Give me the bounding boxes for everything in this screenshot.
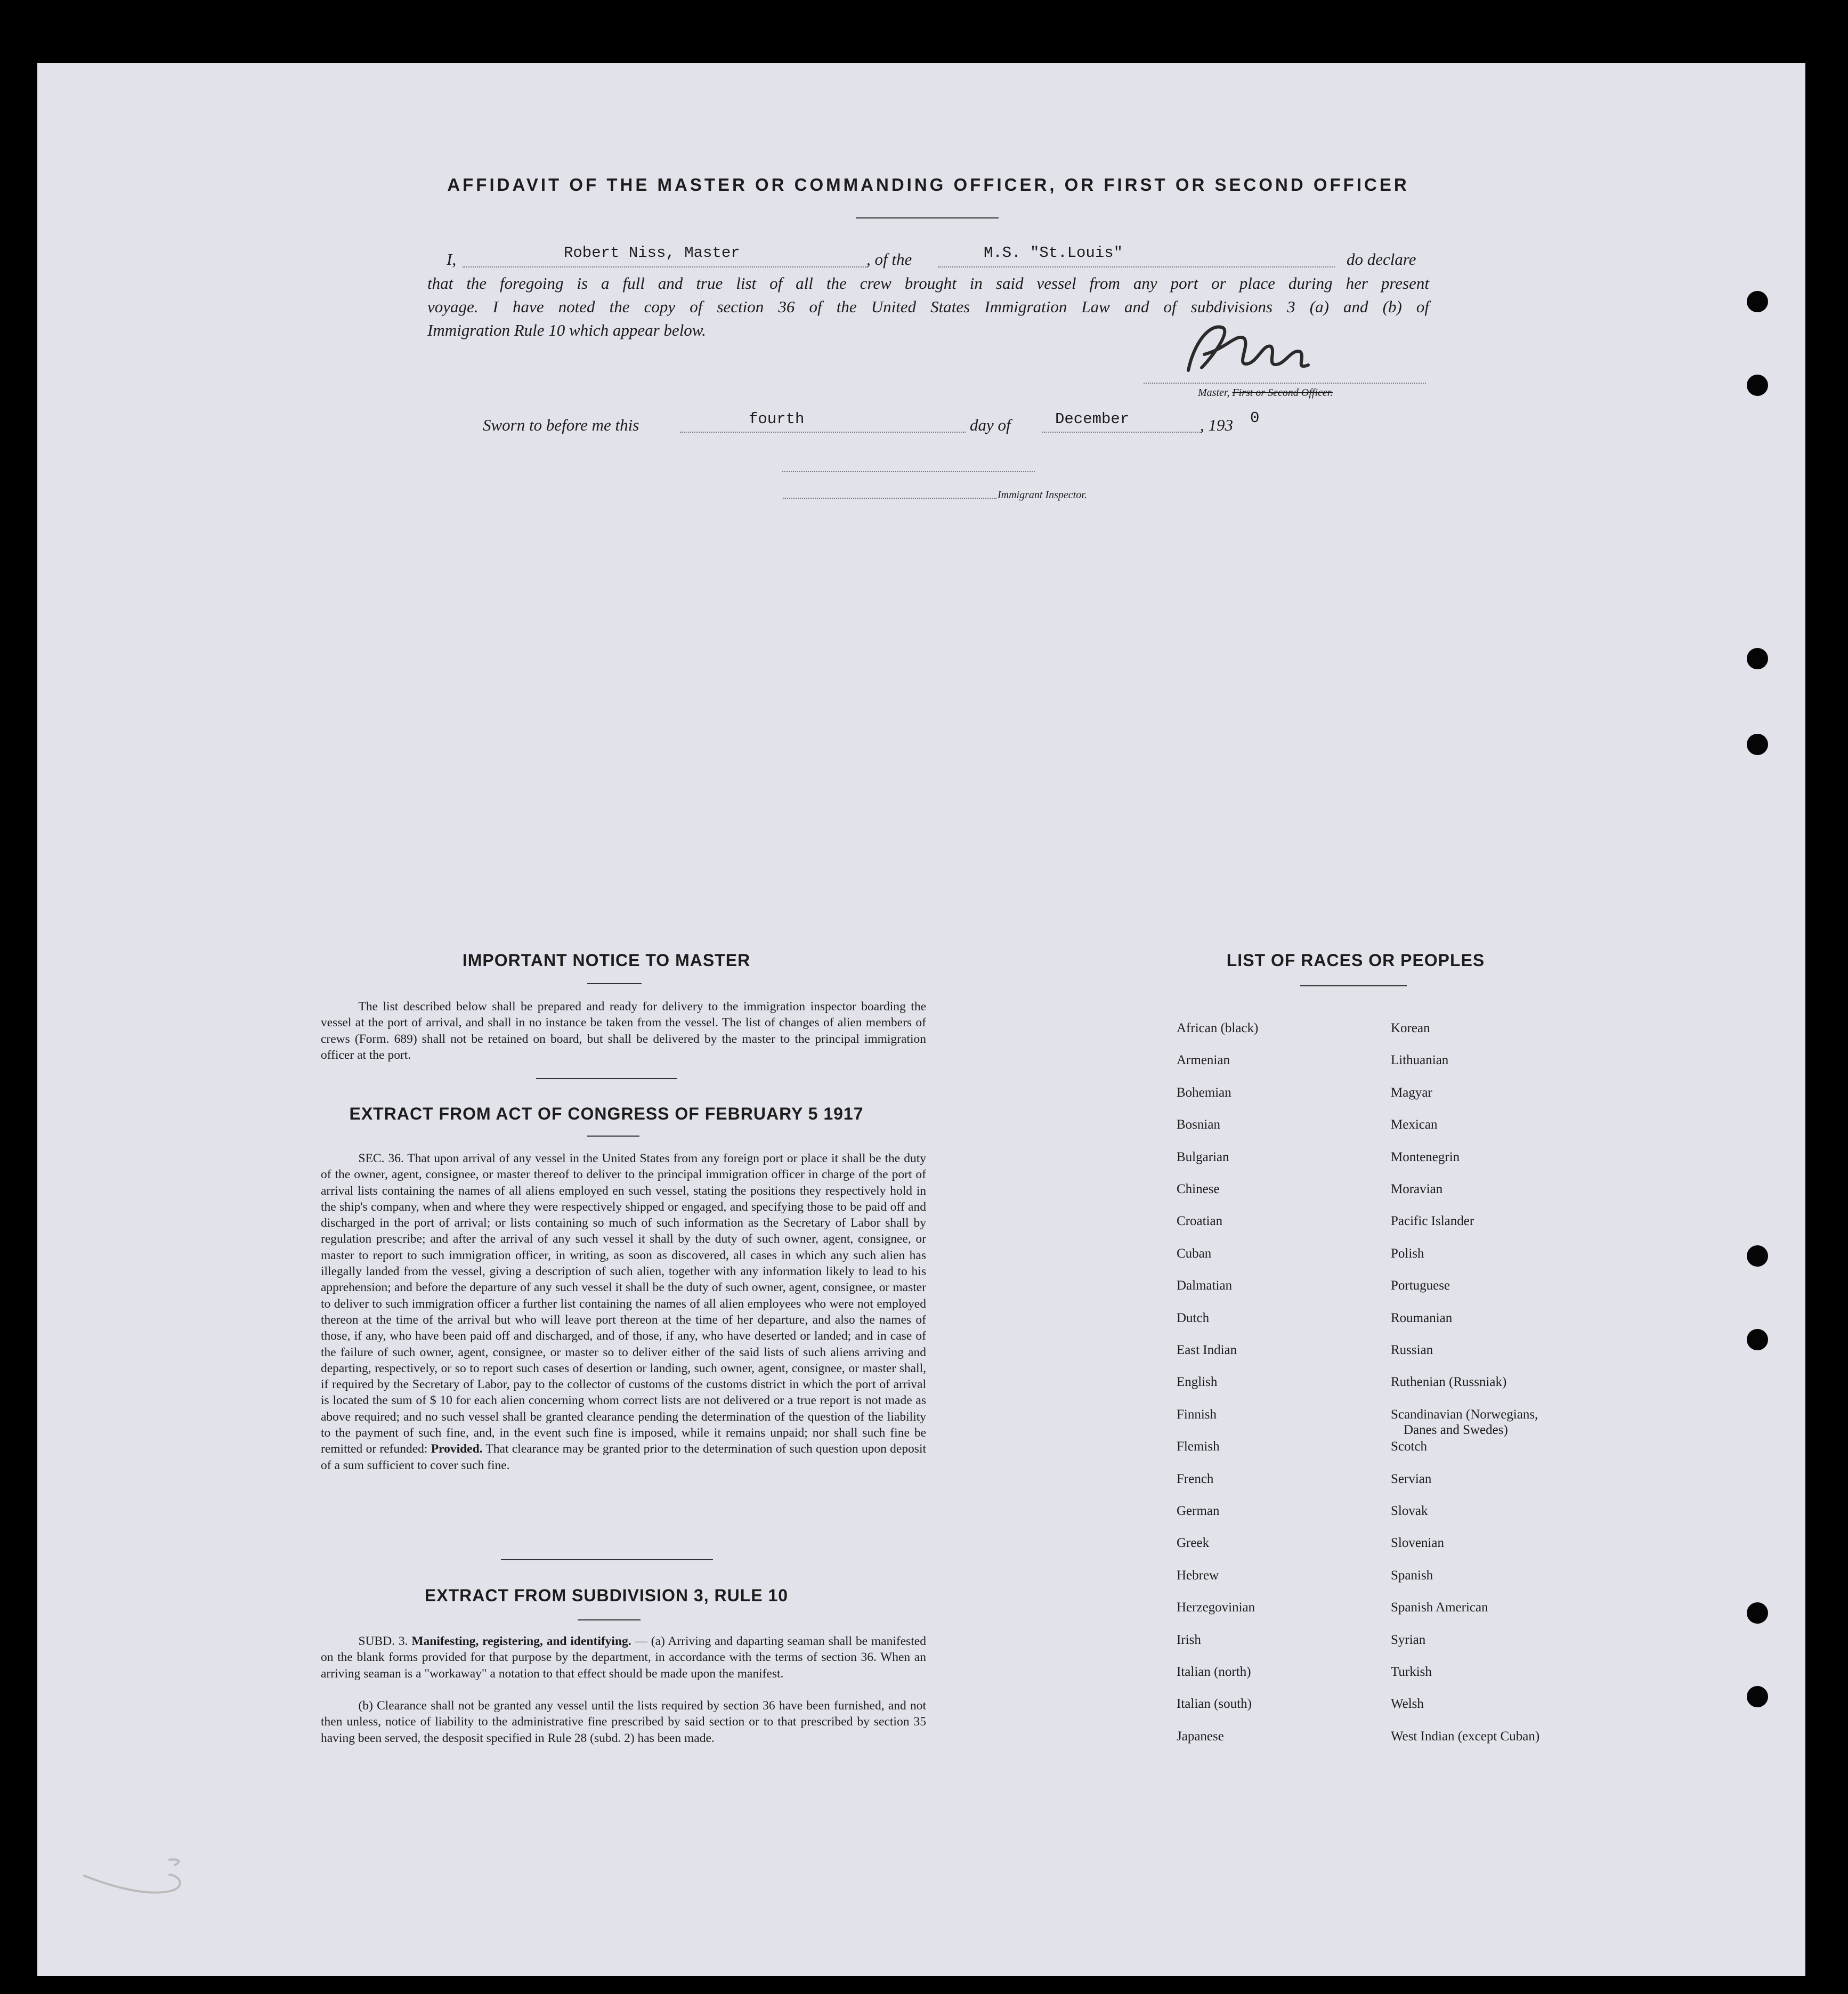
race-item: French	[1177, 1471, 1214, 1486]
races-title: LIST OF RACES OR PEOPLES	[1226, 951, 1485, 970]
race-item: Herzegovinian	[1177, 1600, 1255, 1615]
affidavit-line-2: that the foregoing is a full and true list of all the crew brought in said vessel from any port or place during her present	[427, 274, 1429, 293]
race-item: Hebrew	[1177, 1568, 1219, 1583]
affidavit-line-3: voyage. I have noted the copy of section 36 of the United States Immigration Law and of subdivisions 3 (a) and (b) of	[427, 297, 1429, 316]
race-item: Servian	[1391, 1471, 1432, 1486]
rule-para-a	[321, 1633, 926, 1682]
race-item: Cuban	[1177, 1246, 1212, 1261]
race-item: English	[1177, 1375, 1218, 1390]
race-item: African (black)	[1177, 1021, 1259, 1035]
race-item: Irish	[1177, 1632, 1201, 1647]
master-role-text: Master,	[1198, 387, 1230, 399]
master-name-field: Robert Niss, Master	[564, 244, 740, 262]
binder-hole	[1747, 1329, 1768, 1350]
name-underline	[463, 266, 868, 268]
binder-hole	[1747, 375, 1768, 396]
inspector-label: Immigrant Inspector.	[998, 489, 1087, 501]
binder-hole	[1747, 648, 1768, 669]
race-item: Spanish	[1391, 1568, 1433, 1583]
race-item: Polish	[1391, 1246, 1424, 1261]
year-prefix: , 193	[1200, 416, 1233, 434]
race-item: Scotch	[1391, 1439, 1428, 1454]
race-item: Chinese	[1177, 1182, 1220, 1196]
act-extract-title: EXTRACT FROM ACT OF CONGRESS OF FEBRUARY 5 1917	[349, 1104, 864, 1123]
affidavit-title: AFFIDAVIT OF THE MASTER OR COMMANDING OFFICER, OR FIRST OR SECOND OFFICER	[447, 175, 1409, 194]
race-item: Italian (south)	[1177, 1697, 1252, 1712]
race-item: Slovak	[1391, 1504, 1428, 1518]
rule-divider	[578, 1619, 641, 1620]
subd-para-a-text: — (a) Arriving and daparting seaman shall be manifested on the blank forms provided for that purpose by the department, in accordance with the terms of section 36. When an arriving seaman is a "workaway" a notation to that effect should be made upon the manifest.	[321, 1634, 926, 1681]
struck-role-text: First or Second Officer.	[1232, 387, 1333, 399]
sworn-label: Sworn to before me this	[483, 416, 639, 434]
binder-hole	[1747, 734, 1768, 755]
race-item: German	[1177, 1504, 1220, 1518]
of-the-label: , of the	[866, 250, 912, 269]
title-divider	[856, 217, 999, 218]
race-item: Bulgarian	[1177, 1149, 1229, 1164]
act-divider	[587, 1136, 639, 1137]
notice-title: IMPORTANT NOTICE TO MASTER	[462, 951, 751, 970]
race-item: Slovenian	[1391, 1536, 1444, 1551]
race-item: Bohemian	[1177, 1085, 1231, 1100]
race-item: Russian	[1391, 1343, 1433, 1357]
notice-divider	[587, 983, 642, 984]
race-scandinavian-cont: Danes and Swedes)	[1404, 1423, 1508, 1437]
binder-hole	[1747, 291, 1768, 312]
race-item: Syrian	[1391, 1632, 1426, 1647]
month-field: December	[1055, 410, 1130, 428]
year-digit-field: 0	[1250, 409, 1260, 427]
sec36-text-end: That clearance may be granted prior to the determination of such question upon deposit of a sum sufficient to cover such fine.	[321, 1442, 927, 1472]
race-item: Roumanian	[1391, 1310, 1453, 1325]
race-item: Magyar	[1391, 1085, 1432, 1100]
rule-extract-title: EXTRACT FROM SUBDIVISION 3, RULE 10	[424, 1586, 789, 1605]
month-underline	[1042, 432, 1202, 433]
race-item: Portuguese	[1391, 1278, 1450, 1293]
race-item: Dalmatian	[1177, 1278, 1233, 1293]
race-item: Italian (north)	[1177, 1665, 1251, 1679]
race-item: Mexican	[1391, 1117, 1438, 1132]
race-item: Dutch	[1177, 1310, 1210, 1325]
declare-prefix: I,	[447, 250, 457, 269]
day-of-label: day of	[970, 416, 1011, 434]
race-item: Scandinavian (Norwegians,	[1391, 1407, 1538, 1422]
pencil-mark	[79, 1838, 196, 1905]
race-item: Japanese	[1177, 1729, 1224, 1744]
sworn-day-field: fourth	[749, 410, 805, 428]
race-item: Greek	[1177, 1536, 1210, 1551]
race-item: Montenegrin	[1391, 1149, 1460, 1164]
race-item: West Indian (except Cuban)	[1391, 1729, 1540, 1744]
provided-term: Provided.	[431, 1442, 483, 1456]
do-declare-label: do declare	[1347, 250, 1416, 269]
inspector-signature-line-2	[783, 498, 996, 499]
inspector-signature-line	[782, 471, 1035, 472]
race-item: Korean	[1391, 1021, 1430, 1035]
sworn-day-underline	[680, 432, 966, 433]
race-item: Flemish	[1177, 1439, 1220, 1454]
races-divider	[1300, 985, 1407, 986]
race-item: Lithuanian	[1391, 1053, 1449, 1068]
race-item: Spanish American	[1391, 1600, 1488, 1615]
race-item: Finnish	[1177, 1407, 1217, 1422]
race-item: Welsh	[1391, 1697, 1424, 1712]
signature-role-label	[1198, 387, 1333, 399]
act-extract-text	[321, 1150, 926, 1473]
race-item: Moravian	[1391, 1182, 1443, 1196]
binder-hole	[1747, 1686, 1768, 1707]
sec36-text: SEC. 36. That upon arrival of any vessel in the United States from any foreign port or place it shall be the duty of the owner, agent, consignee, or master thereof to deliver to the principal immigration officer in charge of the port of arrival lists containing the names of all aliens employed en such vessel, stating the positions they respectively hold in the ship's company, when and where they were respectively shipped or engaged, and specifying those to be paid off and discharged in the port of arrival; or lists containing so much of such information as the Secretary of Labor shall by regulation prescribe; and after the arrival of any such vessel it shall by the duty of such owner, agent, consignee, or master to report to such immigration officer, in writing, as soon as discovered, all cases in which any such alien has illegally landed from the vessel, giving a description of such alien, together with any information likely to lead to his apprehension; and before the departure of any such vessel it shall be the duty of such owner, agent, consignee, or master to deliver to such immigration officer a further list containing the names of all alien employees who were not employed thereon at the time of the arrival but who will leave port thereon at the time of her departure, and also the names of those, if any, who have been paid off and discharged, and of those, if any, who have deserted or landed; and in case of the failure of such owner, agent, consignee, or master so to deliver either of the said lists of such aliens arriving and departing, respectively, or so to report such cases of desertion or landing, such owner, agent, consignee, or master shall, if required by the Secretary of Labor, pay to the collector of customs of the customs district in which the port of arrival is located the sum of $ 10 for each alien concerning whom correct lists are not delivered or a true report is not made as above required; and no such vessel shall be granted clearance pending the determination of the question of the liability to the payment of such fine, and, in the event such fine is imposed, while it remains unpaid; nor shall such fine be remitted or refunded:	[321, 1152, 926, 1456]
master-signature	[1172, 301, 1332, 386]
race-item: East Indian	[1177, 1343, 1237, 1357]
rule-para-b: (b) Clearance shall not be granted any vessel until the lists required by section 36 have been furnished, and not then unless, notice of liability to the administrative fine prescribed by said section or to that prescribed by section 35 having been served, the desposit specified in Rule 28 (subd. 2) has been made.	[321, 1699, 926, 1745]
binder-hole	[1747, 1245, 1768, 1267]
race-item: Armenian	[1177, 1053, 1230, 1068]
race-item: Pacific Islander	[1391, 1214, 1474, 1229]
binder-hole	[1747, 1602, 1768, 1624]
race-item: Ruthenian (Russniak)	[1391, 1375, 1507, 1390]
act-end-divider	[501, 1559, 713, 1560]
subd-prefix: SUBD. 3.	[358, 1634, 408, 1648]
race-item: Bosnian	[1177, 1117, 1220, 1132]
notice-end-divider	[536, 1078, 677, 1079]
vessel-underline	[938, 266, 1335, 268]
race-item: Turkish	[1391, 1665, 1432, 1679]
subd-heading: Manifesting, registering, and identifying.	[411, 1634, 631, 1648]
affidavit-line-4: Immigration Rule 10 which appear below.	[427, 321, 706, 339]
notice-text: The list described below shall be prepared and ready for delivery to the immigration inspector boarding the vessel at the port of arrival, and shall in no instance be taken from the vessel. The list of changes of alien members of crews (Form. 689) shall not be retained on board, but shall be delivered by the master to the principal immigration officer at the port.	[321, 1000, 926, 1062]
vessel-name-field: M.S. "St.Louis"	[984, 244, 1123, 262]
race-item: Croatian	[1177, 1214, 1223, 1229]
signature-line	[1144, 383, 1426, 384]
